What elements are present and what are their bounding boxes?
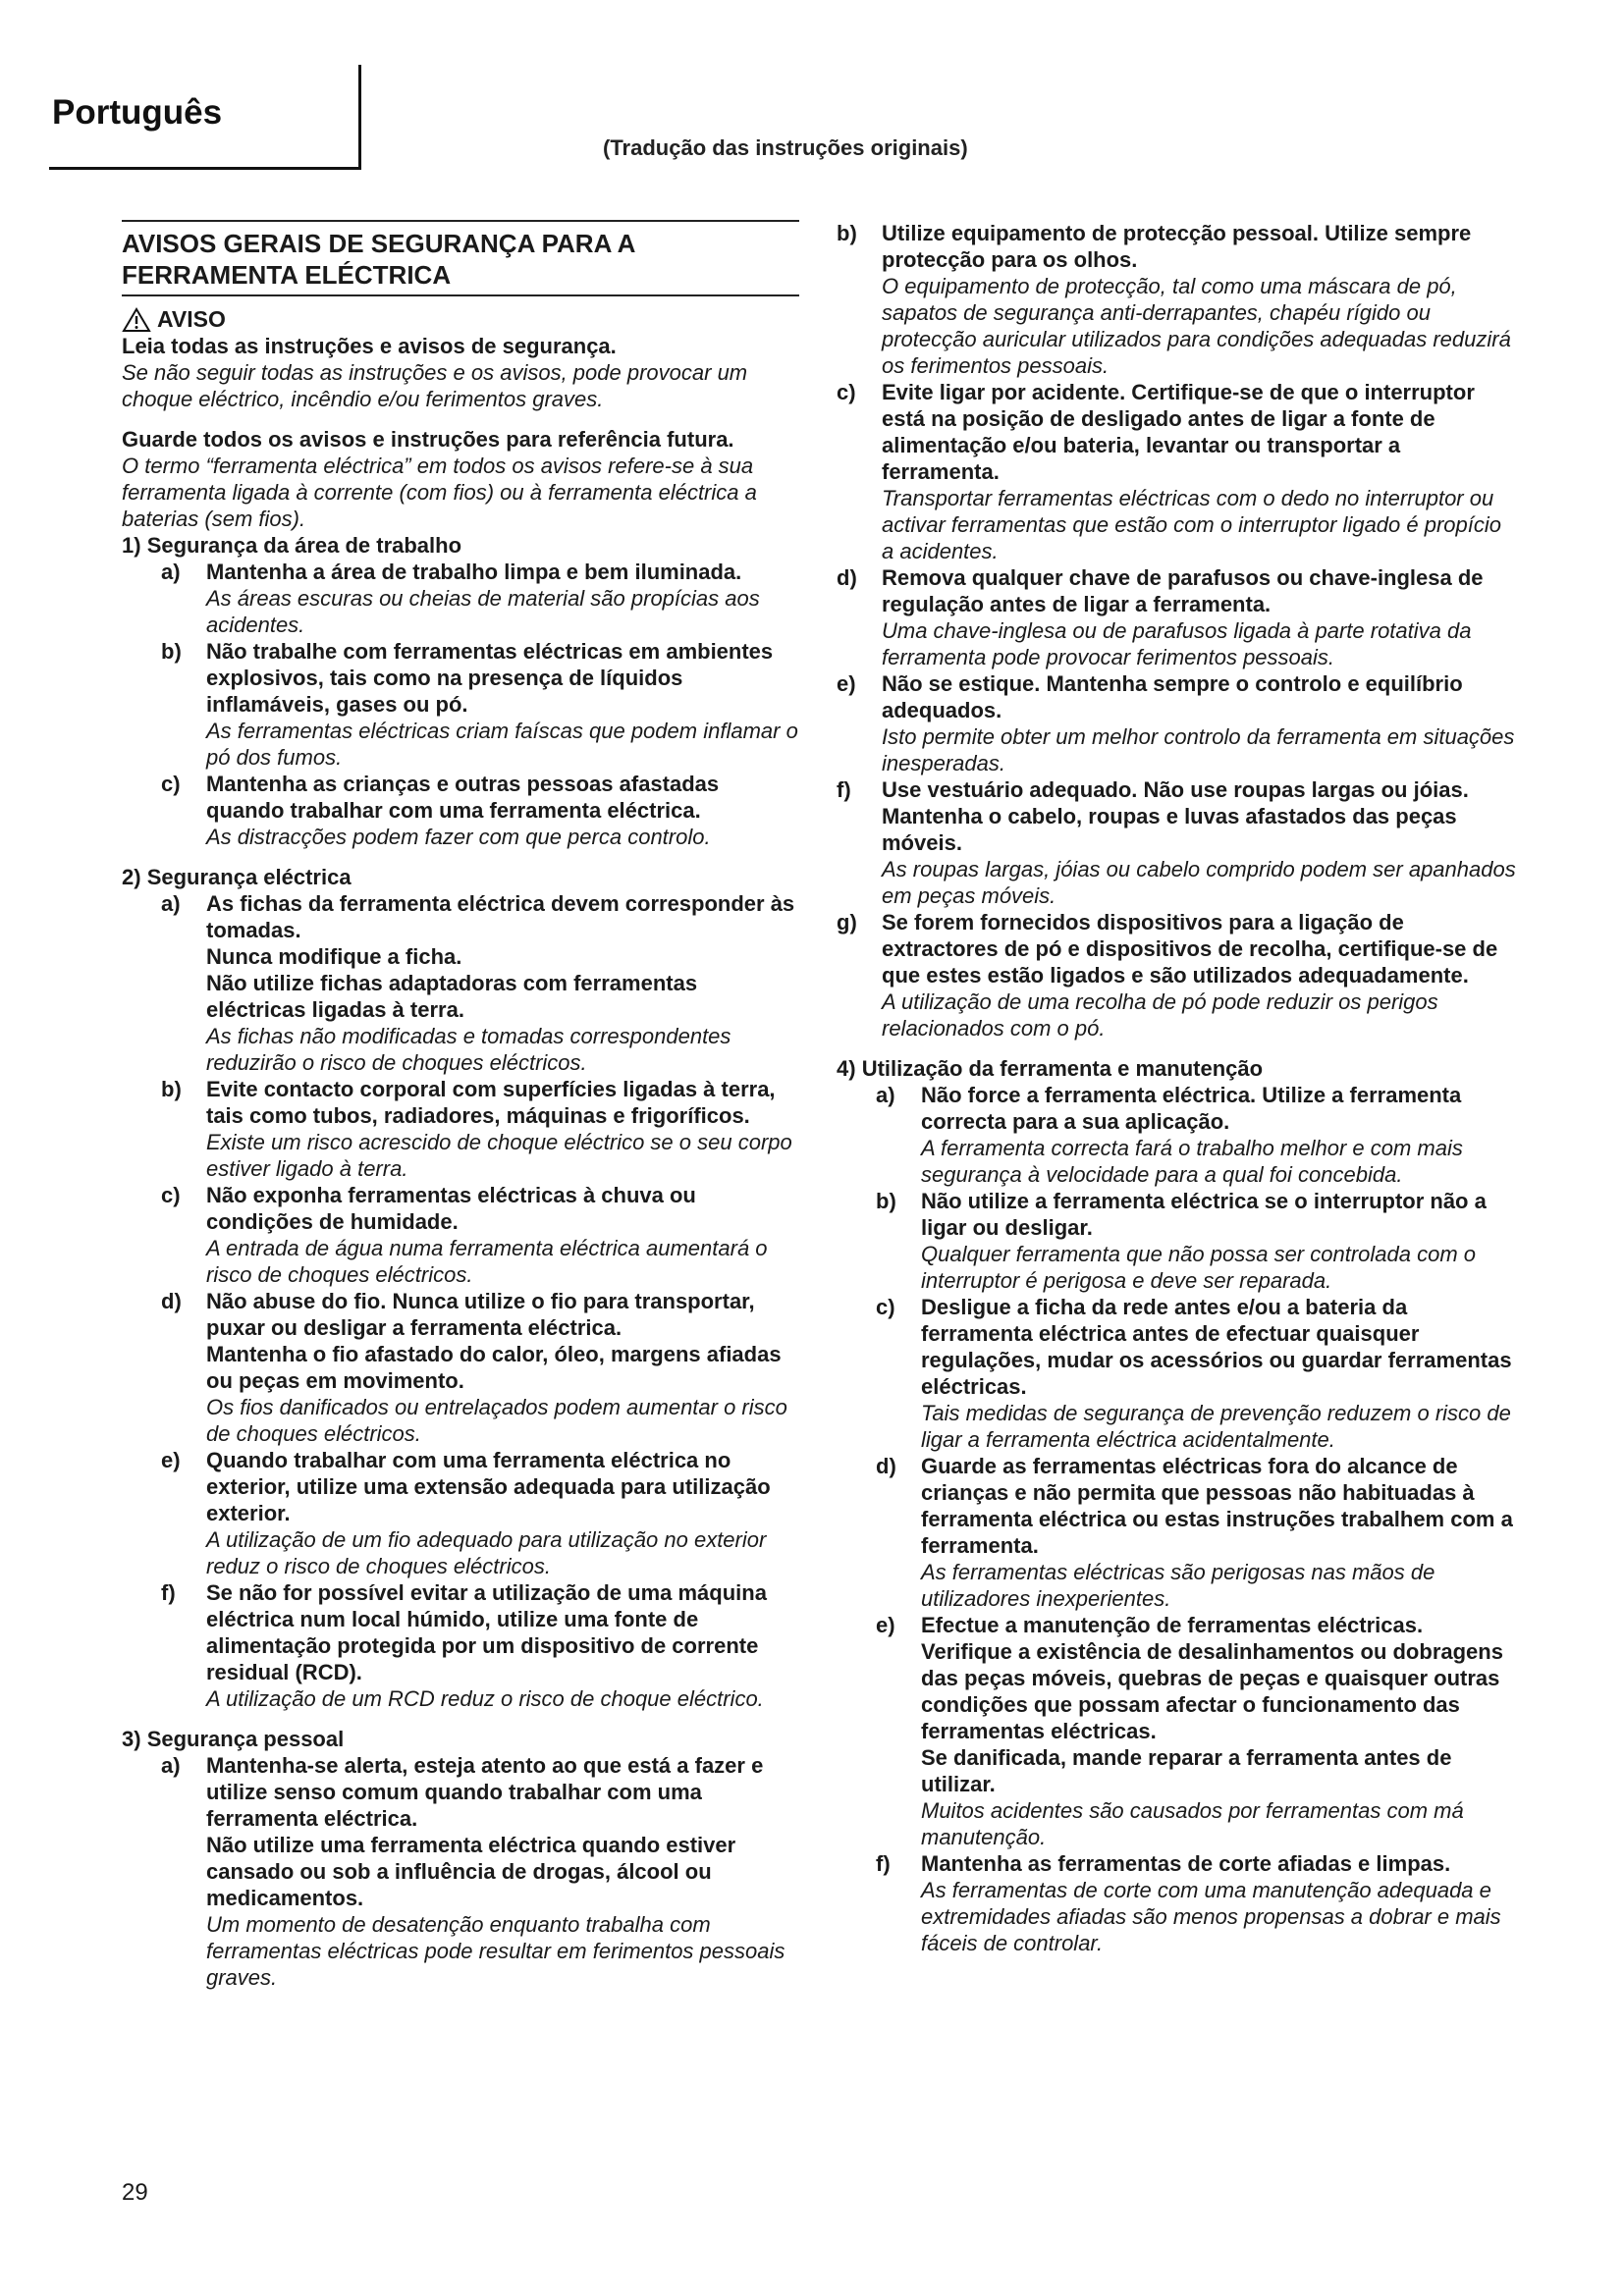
left-column	[122, 220, 799, 1991]
intro-italic: Se não seguir todas as instruções e os avisos, pode provocar um choque eléctrico, incêndio e/ou ferimentos graves.	[122, 360, 748, 411]
list-item: d) Não abuse do fio. Nunca utilize o fio para transportar, puxar ou desligar a ferramenta eléctrica. Mantenha o fio afastado do calor, óleo, margens afiadas ou peças em movimento. Os fios danificados ou entrelaçados podem aumentar o risco de choques eléctricos.	[161, 1289, 787, 1446]
section-1-heading: 1) Segurança da área de trabalho	[122, 533, 462, 558]
section-4-heading: 4) Utilização da ferramenta e manutenção	[837, 1056, 1264, 1081]
warning-label: AVISO	[157, 306, 226, 332]
keep-instructions: Guarde todos os avisos e instruções para referência futura.	[122, 427, 734, 452]
page-number: 29	[122, 2179, 148, 2206]
list-item: b) Utilize equipamento de protecção pessoal. Utilize sempre protecção para os olhos. O equipamento de protecção, tal como uma máscara de pó, sapatos de segurança anti-derrapantes, chapéu rígido ou protecção auricular utilizados para condições adequadas reduzirá os ferimentos pessoais.	[837, 221, 1511, 378]
list-item: c) Desligue a ficha da rede antes e/ou a bateria da ferramenta eléctrica antes de efectuar quaisquer regulações, mudar os acessórios ou guardar ferramentas eléctricas. Tais medidas de segurança de prevenção reduzem o risco de ligar a ferramenta eléctrica acidentalmente.	[876, 1295, 1512, 1452]
list-item: d) Remova qualquer chave de parafusos ou chave-inglesa de regulação antes de ligar a ferramenta. Uma chave-inglesa ou de parafusos ligada à parte rotativa da ferramenta pode provocar ferimentos pessoais.	[837, 565, 1484, 669]
list-item: b) Evite contacto corporal com superfícies ligadas à terra, tais como tubos, radiadores, máquinas e frigoríficos. Existe um risco acrescido de choque eléctrico se o seu corpo estiver ligado à terra.	[161, 1077, 792, 1181]
section-2-heading: 2) Segurança eléctrica	[122, 865, 352, 889]
language-label: Português	[52, 93, 223, 132]
list-item: a) Não force a ferramenta eléctrica. Utilize a ferramenta correcta para a sua aplicação. A ferramenta correcta fará o trabalho melhor e com mais segurança à velocidade para a qual foi concebida.	[876, 1083, 1463, 1187]
language-tab-underline	[49, 167, 361, 170]
translation-subtitle: (Tradução das instruções originais)	[603, 135, 968, 160]
list-item: a) Mantenha-se alerta, esteja atento ao que está a fazer e utilize senso comum quando trabalhar com uma ferramenta eléctrica. Não utilize uma ferramenta eléctrica quando estiver cansado ou sob a influência de drogas, álcool ou medicamentos. Um momento de desatenção enquanto trabalha com ferramentas eléctricas pode resultar em ferimentos pessoais graves.	[161, 1753, 785, 1990]
warning-triangle-icon	[122, 307, 151, 333]
intro-bold: Leia todas as instruções e avisos de segurança.	[122, 334, 617, 358]
list-item: e) Não se estique. Mantenha sempre o controlo e equilíbrio adequados. Isto permite obter um melhor controlo da ferramenta em situações inesperadas.	[837, 671, 1515, 775]
list-item: e) Efectue a manutenção de ferramentas eléctricas. Verifique a existência de desalinhamentos ou dobragens das peças móveis, quebras de peças e quaisquer outras condições que possam afectar o funcionamento das ferramentas eléctricas. Se danificada, mande reparar a ferramenta antes de utilizar. Muitos acidentes são causados por ferramentas com má manutenção.	[876, 1613, 1503, 1849]
section-3-heading: 3) Segurança pessoal	[122, 1727, 345, 1751]
term-definition: O termo “ferramenta eléctrica” em todos os avisos refere-se à sua ferramenta ligada à corrente (com fios) ou à ferramenta eléctrica a baterias (sem fios).	[122, 454, 757, 531]
list-item: f) Se não for possível evitar a utilização de uma máquina eléctrica num local húmido, utilize uma fonte de alimentação protegida por um dispositivo de corrente residual (RCD). A utilização de um RCD reduz o risco de choque eléctrico.	[161, 1580, 767, 1711]
list-item: c) Evite ligar por acidente. Certifique-se de que o interruptor está na posição de desligado antes de ligar a fonte de alimentação e/ou bateria, levantar ou transportar a ferramenta. Transportar ferramentas eléctricas com o dedo no interruptor ou activar ferramentas que estão com o interruptor ligado é propício a acidentes.	[837, 380, 1501, 563]
list-item: b) Não utilize a ferramenta eléctrica se o interruptor não a ligar ou desligar. Qualquer ferramenta que não possa ser controlada com o interruptor é perigosa e deve ser reparada.	[876, 1189, 1487, 1293]
list-item: f) Mantenha as ferramentas de corte afiadas e limpas. As ferramentas de corte com uma manutenção adequada e extremidades afiadas são menos propensas a dobrar e mais fáceis de controlar.	[876, 1851, 1501, 1955]
warning-heading	[122, 306, 799, 333]
list-item: c) Mantenha as crianças e outras pessoas afastadas quando trabalhar com uma ferramenta eléctrica. As distracções podem fazer com que perca controlo.	[161, 772, 720, 849]
list-item: b) Não trabalhe com ferramentas eléctricas em ambientes explosivos, tais como na presença de líquidos inflamáveis, gases ou pó. As ferramentas eléctricas criam faíscas que podem inflamar o pó dos fumos.	[161, 639, 798, 770]
list-item: f) Use vestuário adequado. Não use roupas largas ou jóias. Mantenha o cabelo, roupas e luvas afastados das peças móveis. As roupas largas, jóias ou cabelo comprido podem ser apanhados em peças móveis.	[837, 777, 1516, 908]
list-item: a) Mantenha a área de trabalho limpa e bem iluminada. As áreas escuras ou cheias de material são propícias aos acidentes.	[161, 560, 760, 637]
language-tab-divider	[358, 65, 361, 170]
list-item: g) Se forem fornecidos dispositivos para a ligação de extractores de pó e dispositivos de recolha, certifique-se de que estes estão ligados e são utilizados adequadamente. A utilização de uma recolha de pó pode reduzir os perigos relacionados com o pó.	[837, 910, 1498, 1041]
list-item: c) Não exponha ferramentas eléctricas à chuva ou condições de humidade. A entrada de água numa ferramenta eléctrica aumentará o risco de choques eléctricos.	[161, 1183, 768, 1287]
list-item: d) Guarde as ferramentas eléctricas fora do alcance de crianças e não permita que pessoas não habituadas à ferramenta eléctrica ou estas instruções trabalhem com a ferramenta. As ferramentas eléctricas são perigosas nas mãos de utilizadores inexperientes.	[876, 1454, 1513, 1611]
list-item: e) Quando trabalhar com uma ferramenta eléctrica no exterior, utilize uma extensão adequada para utilização exterior. A utilização de um fio adequado para utilização no exterior reduz o risco de choques eléctricos.	[161, 1448, 771, 1578]
right-column	[837, 220, 1519, 1956]
section-title: AVISOS GERAIS DE SEGURANÇA PARA A FERRAMENTA ELÉCTRICA	[122, 220, 799, 296]
list-item: a) As fichas da ferramenta eléctrica devem corresponder às tomadas. Nunca modifique a ficha. Não utilize fichas adaptadoras com ferramentas eléctricas ligadas à terra. As fichas não modificadas e tomadas correspondentes reduzirão o risco de choques eléctricos.	[161, 891, 795, 1075]
